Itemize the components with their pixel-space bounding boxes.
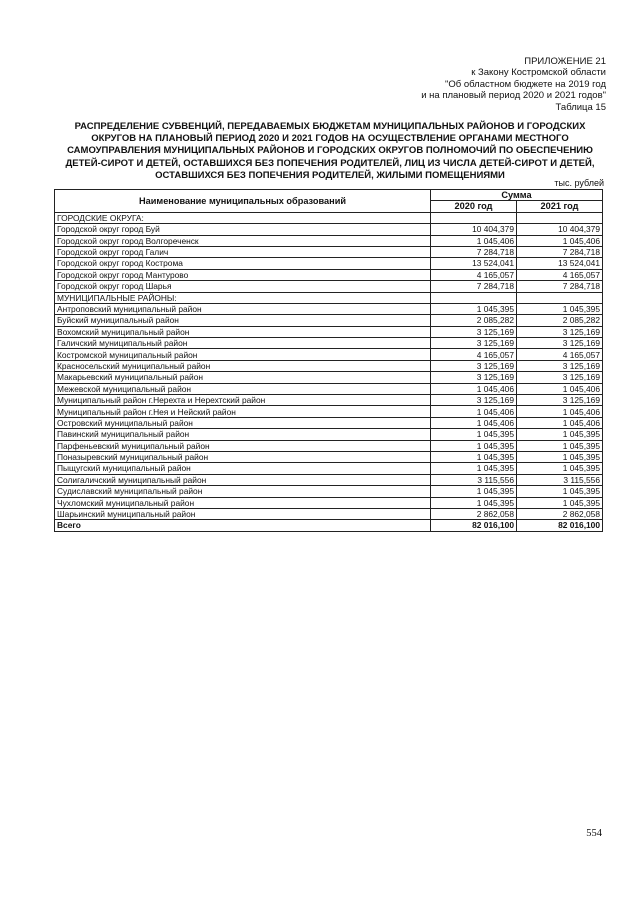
table-row bbox=[55, 269, 603, 280]
amount-2021: 1 045,395 bbox=[517, 497, 603, 508]
section-row bbox=[55, 292, 603, 303]
amount-2020: 1 045,395 bbox=[431, 303, 517, 314]
table-row bbox=[55, 315, 603, 326]
amount-2020: 4 165,057 bbox=[431, 269, 517, 280]
municipality-name: Костромской муниципальный район bbox=[55, 349, 431, 360]
table-row bbox=[55, 451, 603, 462]
municipality-name: Чухломский муниципальный район bbox=[55, 497, 431, 508]
amount-2021: 1 045,395 bbox=[517, 303, 603, 314]
amount-2020: 1 045,395 bbox=[431, 429, 517, 440]
amount-2020: 3 125,169 bbox=[431, 395, 517, 406]
municipality-name: Пыщугский муниципальный район bbox=[55, 463, 431, 474]
units-label: тыс. рублей bbox=[554, 178, 604, 188]
municipality-name: Муниципальный район г.Нея и Нейский район bbox=[55, 406, 431, 417]
appendix-period: и на плановый период 2020 и 2021 годов" bbox=[421, 90, 606, 102]
amount-2021: 3 125,169 bbox=[517, 360, 603, 371]
amount-2020: 3 115,556 bbox=[431, 474, 517, 485]
appendix-law-title: "Об областном бюджете на 2019 год bbox=[445, 78, 606, 90]
header-year-2020: 2020 год bbox=[431, 201, 517, 212]
total-row bbox=[55, 520, 603, 531]
table-row bbox=[55, 497, 603, 508]
table-row bbox=[55, 303, 603, 314]
amount-2020: 1 045,406 bbox=[431, 235, 517, 246]
municipality-name: Поназыревский муниципальный район bbox=[55, 451, 431, 462]
table-row bbox=[55, 417, 603, 428]
municipality-name: Парфеньевский муниципальный район bbox=[55, 440, 431, 451]
amount-2020: 2 862,058 bbox=[431, 508, 517, 519]
amount-2020: 4 165,057 bbox=[431, 349, 517, 360]
table-row bbox=[55, 349, 603, 360]
amount-2020: 1 045,395 bbox=[431, 463, 517, 474]
amount-2020: 1 045,406 bbox=[431, 406, 517, 417]
amount-2021: 3 125,169 bbox=[517, 338, 603, 349]
header-sum: Сумма bbox=[431, 190, 603, 201]
table-body bbox=[55, 212, 603, 531]
municipality-name: Городской округ город Волгореченск bbox=[55, 235, 431, 246]
header-name: Наименование муниципальных образований bbox=[55, 190, 431, 213]
amount-2021: 10 404,379 bbox=[517, 224, 603, 235]
amount-2020: 3 125,169 bbox=[431, 326, 517, 337]
header-year-2021: 2021 год bbox=[517, 201, 603, 212]
amount-2021: 2 085,282 bbox=[517, 315, 603, 326]
amount-2021: 2 862,058 bbox=[517, 508, 603, 519]
amount-2021: 7 284,718 bbox=[517, 246, 603, 257]
municipality-name: Городской округ город Буй bbox=[55, 224, 431, 235]
table-row bbox=[55, 486, 603, 497]
municipality-name: Шарьинский муниципальный район bbox=[55, 508, 431, 519]
amount-2020: 2 085,282 bbox=[431, 315, 517, 326]
section-label: ГОРОДСКИЕ ОКРУГА: bbox=[55, 212, 431, 223]
municipality-name: Муниципальный район г.Нерехта и Нерехтский район bbox=[55, 395, 431, 406]
table-row bbox=[55, 508, 603, 519]
table-row bbox=[55, 406, 603, 417]
amount-2021: 82 016,100 bbox=[517, 520, 603, 531]
subsidy-table bbox=[54, 189, 603, 532]
empty-cell bbox=[517, 212, 603, 223]
section-label: МУНИЦИПАЛЬНЫЕ РАЙОНЫ: bbox=[55, 292, 431, 303]
amount-2021: 7 284,718 bbox=[517, 281, 603, 292]
amount-2020: 7 284,718 bbox=[431, 246, 517, 257]
amount-2021: 4 165,057 bbox=[517, 349, 603, 360]
table-row bbox=[55, 429, 603, 440]
appendix-number: ПРИЛОЖЕНИЕ 21 bbox=[524, 56, 606, 67]
amount-2021: 4 165,057 bbox=[517, 269, 603, 280]
amount-2020: 1 045,395 bbox=[431, 451, 517, 462]
table-row bbox=[55, 372, 603, 383]
empty-cell bbox=[431, 212, 517, 223]
amount-2021: 1 045,406 bbox=[517, 406, 603, 417]
section-row bbox=[55, 212, 603, 223]
table-row bbox=[55, 224, 603, 235]
table-row bbox=[55, 235, 603, 246]
table-row bbox=[55, 360, 603, 371]
amount-2021: 1 045,406 bbox=[517, 417, 603, 428]
amount-2021: 3 125,169 bbox=[517, 395, 603, 406]
title-line: РАСПРЕДЕЛЕНИЕ СУБВЕНЦИЙ, ПЕРЕДАВАЕМЫХ БЮДЖЕТАМ МУНИЦИПАЛЬНЫХ РАЙОНОВ И ГОРОДСКИХ bbox=[74, 121, 586, 132]
municipality-name: Солигаличский муниципальный район bbox=[55, 474, 431, 485]
municipality-name: Антроповский муниципальный район bbox=[55, 303, 431, 314]
municipality-name: Городской округ город Кострома bbox=[55, 258, 431, 269]
amount-2021: 1 045,395 bbox=[517, 451, 603, 462]
municipality-name: Макарьевский муниципальный район bbox=[55, 372, 431, 383]
amount-2020: 82 016,100 bbox=[431, 520, 517, 531]
amount-2021: 1 045,395 bbox=[517, 463, 603, 474]
amount-2021: 3 115,556 bbox=[517, 474, 603, 485]
municipality-name: Островский муниципальный район bbox=[55, 417, 431, 428]
municipality-name: Вохомский муниципальный район bbox=[55, 326, 431, 337]
appendix-law: к Закону Костромской области bbox=[471, 67, 606, 79]
amount-2020: 1 045,406 bbox=[431, 383, 517, 394]
empty-cell bbox=[517, 292, 603, 303]
table-row bbox=[55, 258, 603, 269]
municipality-name: Судиславский муниципальный район bbox=[55, 486, 431, 497]
table-row bbox=[55, 383, 603, 394]
empty-cell bbox=[431, 292, 517, 303]
document-title bbox=[50, 121, 610, 182]
amount-2020: 3 125,169 bbox=[431, 338, 517, 349]
municipality-name: Межевской муниципальный район bbox=[55, 383, 431, 394]
amount-2020: 1 045,406 bbox=[431, 417, 517, 428]
table-row bbox=[55, 246, 603, 257]
title-line: ДЕТЕЙ-СИРОТ И ДЕТЕЙ, ОСТАВШИХСЯ БЕЗ ПОПЕЧЕНИЯ РОДИТЕЛЕЙ, ЛИЦ ИЗ ЧИСЛА ДЕТЕЙ-СИРОТ И ДЕТЕЙ, bbox=[65, 157, 595, 169]
amount-2020: 1 045,395 bbox=[431, 440, 517, 451]
amount-2021: 1 045,406 bbox=[517, 235, 603, 246]
amount-2021: 3 125,169 bbox=[517, 326, 603, 337]
amount-2020: 3 125,169 bbox=[431, 372, 517, 383]
title-line: ОСТАВШИХСЯ БЕЗ ПОПЕЧЕНИЯ РОДИТЕЛЕЙ, ЖИЛЫМИ ПОМЕЩЕНИЯМИ bbox=[155, 169, 505, 181]
municipality-name: Буйский муниципальный район bbox=[55, 315, 431, 326]
title-line: САМОУПРАВЛЕНИЯ МУНИЦИПАЛЬНЫХ РАЙОНОВ И ГОРОДСКИХ ОКРУГОВ ПОЛНОМОЧИЙ ПО ОБЕСПЕЧЕНИЮ bbox=[67, 145, 593, 157]
amount-2021: 1 045,395 bbox=[517, 486, 603, 497]
amount-2021: 1 045,406 bbox=[517, 383, 603, 394]
table-row bbox=[55, 326, 603, 337]
amount-2021: 3 125,169 bbox=[517, 372, 603, 383]
amount-2020: 13 524,041 bbox=[431, 258, 517, 269]
amount-2021: 13 524,041 bbox=[517, 258, 603, 269]
title-line: ОКРУГОВ НА ПЛАНОВЫЙ ПЕРИОД 2020 И 2021 ГОДОВ НА ОСУЩЕСТВЛЕНИЕ ОРГАНАМИ МЕСТНОГО bbox=[91, 133, 569, 145]
amount-2020: 1 045,395 bbox=[431, 486, 517, 497]
table-row bbox=[55, 440, 603, 451]
amount-2020: 3 125,169 bbox=[431, 360, 517, 371]
municipality-name: Городской округ город Шарья bbox=[55, 281, 431, 292]
municipality-name: Павинский муниципальный район bbox=[55, 429, 431, 440]
amount-2020: 1 045,395 bbox=[431, 497, 517, 508]
table-row bbox=[55, 281, 603, 292]
municipality-name: Городской округ город Галич bbox=[55, 246, 431, 257]
table-row bbox=[55, 474, 603, 485]
amount-2021: 1 045,395 bbox=[517, 440, 603, 451]
amount-2020: 10 404,379 bbox=[431, 224, 517, 235]
table-row bbox=[55, 463, 603, 474]
appendix-header bbox=[421, 56, 606, 113]
municipality-name: Галичский муниципальный район bbox=[55, 338, 431, 349]
table-number: Таблица 15 bbox=[555, 101, 606, 113]
page-number: 554 bbox=[586, 828, 602, 839]
municipality-name: Городской округ город Мантурово bbox=[55, 269, 431, 280]
municipality-name: Красносельский муниципальный район bbox=[55, 360, 431, 371]
amount-2020: 7 284,718 bbox=[431, 281, 517, 292]
amount-2021: 1 045,395 bbox=[517, 429, 603, 440]
table-row bbox=[55, 395, 603, 406]
municipality-name: Всего bbox=[55, 520, 431, 531]
table-row bbox=[55, 338, 603, 349]
